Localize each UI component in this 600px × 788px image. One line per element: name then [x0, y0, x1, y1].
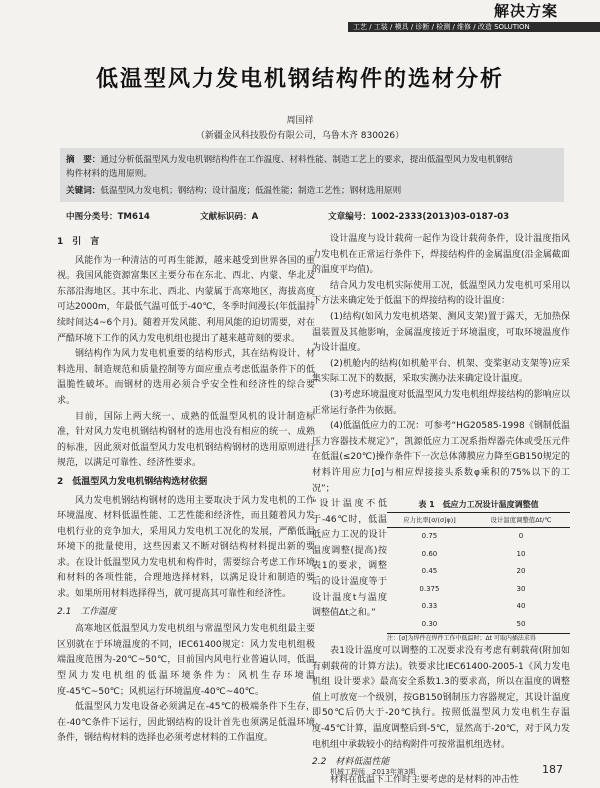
table-cell: 40	[516, 602, 526, 611]
table-row	[387, 528, 570, 546]
table-row	[387, 616, 570, 634]
table-cell: 0.75	[421, 532, 438, 541]
table-1	[387, 497, 570, 644]
paragraph: (4)低温低应力的工况：可参考“HG20585-1998《钢制低温压力容器技术规定》”，凯源低应力工况系指焊器壳体或受压元件在低温(≤20℃)操作条件下一次总体薄膜应力降至GB150规定的材料许用应力[σ]与相应焊接接头系数φ乘积的75%以下的工况”；	[312, 421, 570, 494]
abstract-label: 摘 要：	[66, 155, 101, 165]
table-cell: 0.30	[387, 616, 472, 634]
paragraph: 设计温度与设计载荷一起作为设计载荷条件，设计温度指风力发电机在正常运行条件下，焊接结构件的金属温度(沿金属截面的温度平均值)。	[312, 234, 570, 276]
article-number: 文章编号：1002-2333(2013)03-0187-03	[328, 212, 510, 222]
section-2-heading: 2 低温型风力发电机钢结构选材依据	[57, 476, 208, 487]
journal-footer: 机械工程师 2013年第3期	[330, 768, 416, 776]
paragraph: 目前，国际上两大统一、成熟的低温型风机的设计制造标准，针对风力发电机钢结构钢材的选用也没有相应的统一、成熟的标准，因此须对低温型风力发电机钢结构钢材的选用原则进行规范，以满足可靠性、经济性要求。	[57, 411, 315, 469]
paragraph: 低温型风力发电设备必须满足在-45℃的极端条件下生存，在-40℃条件下运行，因此钢结构的设计首先也须满足低温环境条件，钢结构材料的选择也必须考虑材料的工作温度。	[57, 702, 315, 744]
table-row	[387, 581, 570, 599]
left-column	[57, 232, 315, 747]
keywords: 低温型风力发电机；钢结构；设计温度；低温性能；制造工艺性；钢材选用原则	[100, 186, 402, 196]
table-row	[387, 598, 570, 616]
table-cell: 10	[516, 549, 526, 558]
abstract-line-2: 构件材料的选用原则。	[66, 169, 152, 179]
paragraph: (3)考虑环境温度对低温型风力发电机组焊接结构的影响应以正常运行条件为依据。	[312, 389, 570, 416]
subsection-2-1-heading: 2.1 工作温度	[57, 606, 117, 617]
paragraph: (1)结构(如风力发电机塔架、测风支架)置于露天，无加热保温装置及其他影响，金属温度接近于环境温度，可取环境温度作为设计温度。	[312, 311, 570, 354]
paragraph: 钢结构作为风力发电机重要的结构形式，其在结构设计、材料选用、制造规范和质量控制等方面应重点考虑低温条件下的低温脆性破坏。而钢材的选用必须合乎安全性和经济性的综合要求。	[57, 349, 315, 406]
table-caption: 表 1 低应力工况设计温度调整值	[418, 500, 539, 510]
table-row	[387, 546, 570, 564]
header-nav: 工艺 / 工装 / 模具 / 诊断 / 检测 / 维修 / 改造 SOLUTION	[353, 23, 530, 31]
paragraph: 表1设计温度可以调整的工况要求没有考虑有刺载荷(附加如有刺载荷的计算方法)。铁要求比IEC61400-2005-1《风力发电机组 设计要求》最高安全系数1.3的要求高，所以在温度的调整值上可放宽一个级别，按GB150钢制压力容器规定，其设计温度即50℃后仍大于-20℃执行。按照低温型风力发电机生存温度-45℃计算，温度调整后到-5℃，显然高于-20℃，对于风力发电机组中承载较小的结构附件可按常温机组选材。	[312, 646, 570, 750]
right-column	[312, 232, 570, 788]
section-title: 解决方案	[493, 2, 558, 20]
page-number: 187	[542, 763, 563, 776]
table-row	[387, 563, 570, 581]
keywords-line	[66, 184, 401, 196]
author: 周国祥	[286, 116, 314, 126]
table-grid	[387, 512, 570, 634]
affiliation: （新疆金风科技股份有限公司，乌鲁木齐 830026）	[195, 131, 405, 141]
table-header: 设计温度调整值Δt/℃	[472, 513, 570, 528]
table-cell: 30	[516, 584, 526, 593]
table-note: 注：[σ]为焊件在焊件工作中低温时；Δt 可取内插法求得	[387, 635, 536, 643]
abstract-line-1	[66, 153, 513, 165]
paragraph: “设计温度不低于-46℃时，低温低应力工况的设计温度调整(提高)按表1的要求，调整后的设计温度等于设计温度t与温度调整值Δt之和。”	[312, 499, 387, 619]
table-cell: 0.60	[421, 549, 438, 558]
table-cell: 0.45	[421, 567, 438, 576]
subsection-2-2-heading: 2.2 材料低温性能	[312, 757, 390, 768]
keywords-label: 关键词：	[66, 186, 101, 196]
table-cell: 50	[472, 616, 570, 634]
article-title: 低温型风力发电机钢结构件的选材分析	[95, 67, 504, 92]
clc-number: 中图分类号：TM614	[66, 212, 150, 222]
section-1-heading: 1 引 言	[57, 237, 100, 247]
paragraph: 结合风力发电机实际使用工况，低温型风力发电机可采用以下方法来确定处于低温下的焊接结构的设计温度：	[312, 280, 570, 307]
table-wrap-row	[312, 497, 570, 644]
table-header: 应力比率[σ/(σ]φ)]	[387, 513, 472, 528]
paragraph: 高寒地区低温型风力发电机组与常温型风力发电机组最主要区别就在于环境温度的不同，IEC61400规定：风力发电机组极端温度范围为-20℃~50℃，目前国内风电行业普遍认同，低温型风力发电机组的低温环境条件为：风机生存环境温度-45℃~50℃；风机运行环境温度-40℃~40℃。	[57, 624, 315, 697]
paragraph: 风力发电机钢结构钢材的选用主要取决于风力发电机的工作环境温度、材料低温性能、工艺性能和经济性，而且随着风力发电机行业的竞争加大，采用风力发电机工况化的发展，严酷低温环境下的批量使用，这些因素又不断对钢结构材料提出新的要求。在设计低温型风力发电机和构件时，需要综合考虑工作环境和材料的各项性能，合理地选择材料，以满足设计和制造的要求。如果所用材料选择得当，就可提高其可靠性和经济性。	[57, 495, 315, 600]
table-cell: 0	[518, 532, 524, 541]
table-cell: 0.33	[421, 602, 438, 611]
table-cell: 0.375	[419, 584, 440, 593]
paragraph: 材料在低温下工作时主要考虑的是材料的冲击性	[330, 774, 520, 785]
abstract-text-1: 通过分析低温型风力发电机钢结构件在工作温度、材料性能、制造工艺上的要求，提出低温型风力发电机钢结	[100, 155, 513, 165]
doc-code: 文献标识码：A	[200, 212, 259, 222]
paragraph: (2)机舱内的结构(如机舱平台、机架、变桨驱动支架等)应采集实际工况下的数据，采取实测办法来确定设计温度。	[312, 358, 570, 385]
wrap-text	[312, 497, 387, 644]
paragraph: 风能作为一种清洁的可再生能源，越来越受到世界各国的重视。我国风能资源富集区主要分布在东北、西北、内蒙、华北及东部沿海地区。其中东北、西北、内蒙属于高寒地区，海拔高度可达2000m，年最低气温可低于-40℃，冬季时间漫长(年低温持续时间达4~6个月)。随着开发风能、利用风能的迫切需要，对在严酷环境下工作的风力发电机组也提出了越来越苛刻的要求。	[57, 255, 315, 344]
table-cell: 20	[516, 567, 526, 576]
